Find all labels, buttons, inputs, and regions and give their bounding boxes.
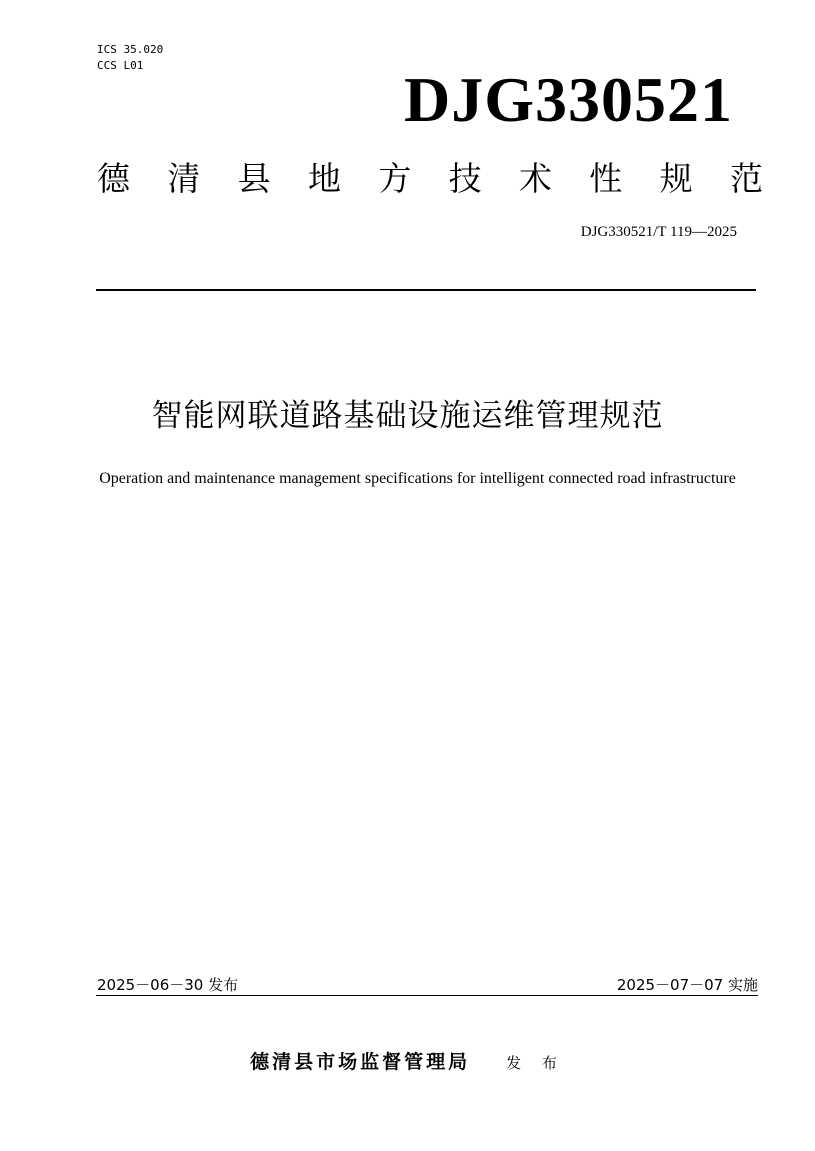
header-divider <box>96 289 756 291</box>
standard-type-char: 性 <box>589 159 623 198</box>
standard-type-char: 技 <box>448 159 482 198</box>
standard-type-char: 范 <box>729 159 763 198</box>
document-title-english: Operation and maintenance management specifications for intelligent connected road infrastructure <box>99 470 736 487</box>
standard-type-char: 县 <box>237 159 271 198</box>
publish-date: 2025－06－30 发布 <box>97 976 239 994</box>
issuing-authority: 德清县市场监督管理局 <box>250 1051 471 1073</box>
standard-type-char: 方 <box>378 159 412 198</box>
standard-type-char: 地 <box>307 159 341 198</box>
standard-type-title <box>97 156 763 202</box>
standard-code: DJG330521 <box>404 64 733 135</box>
ics-code: ICS 35.020 <box>97 43 164 56</box>
implement-date: 2025－07－07 实施 <box>616 976 758 994</box>
standard-type-char: 德 <box>97 159 130 198</box>
standard-number: DJG330521/T 119—2025 <box>580 224 737 240</box>
standard-type-char: 清 <box>167 159 201 198</box>
document-title-chinese: 智能网联道路基础设施运维管理规范 <box>151 398 664 434</box>
footer-divider <box>96 995 758 996</box>
issue-label: 发 布 <box>506 1054 565 1072</box>
issuer-line <box>0 1047 815 1074</box>
standard-type-char: 术 <box>518 159 552 198</box>
ccs-code: CCS L01 <box>97 59 144 72</box>
date-line <box>97 975 758 995</box>
classification-codes <box>97 42 163 74</box>
standard-type-char: 规 <box>659 159 693 198</box>
